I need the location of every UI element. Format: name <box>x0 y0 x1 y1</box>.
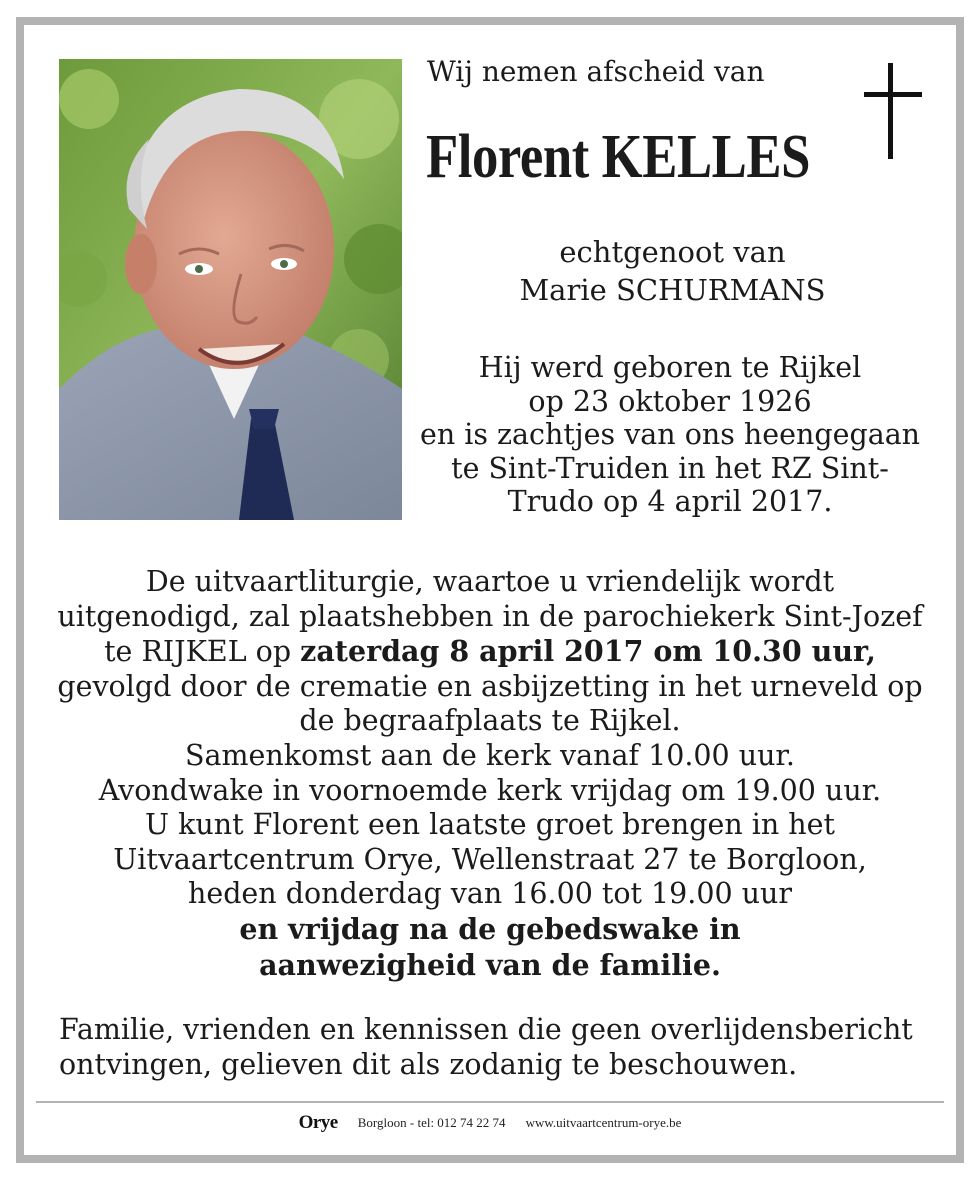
spouse-name: Marie SCHURMANS <box>519 273 826 307</box>
birth-date-line: op 23 oktober 1926 <box>528 384 812 418</box>
ceremony-line: De uitvaartliturgie, waartoe u vriendelijk wordt <box>145 565 835 598</box>
visit-bold-text: en vrijdag na de gebedswake in <box>239 911 741 946</box>
ceremony-text: te RIJKEL op <box>104 635 301 669</box>
visit-line: Uitvaartcentrum Orye, Wellenstraat 27 te Borgloon, <box>113 842 867 876</box>
funeral-home-logo: Orye <box>298 1112 338 1133</box>
ceremony-line: gevolgd door de crematie en asbijzetting in het urneveld op <box>57 669 923 703</box>
ceremony-line <box>40 634 940 670</box>
intro-text: Wij nemen afscheid van <box>427 55 765 88</box>
birth-line: Hij werd geboren te Rijkel <box>478 351 862 384</box>
death-line: en is zachtjes van ons heengegaan <box>419 418 921 451</box>
cross-icon <box>864 63 922 163</box>
footer-divider <box>36 1101 944 1103</box>
ceremony-date: zaterdag 8 april 2017 om 10.30 uur, <box>300 634 876 669</box>
closing-block <box>59 1013 913 1082</box>
visit-bold-text: aanwezigheid van de familie. <box>259 947 721 982</box>
visit-line: U kunt Florent een laatste groet brengen in het <box>145 808 835 842</box>
closing-line: Familie, vrienden en kennissen die geen overlijdensbericht <box>59 1013 913 1046</box>
footer-contact: Borgloon - tel: 012 74 22 74 <box>357 1115 506 1130</box>
spouse-label: echtgenoot van <box>559 235 786 269</box>
closing-line: ontvingen, gelieven dit als zodanig te beschouwen. <box>59 1047 798 1081</box>
birth-death-block <box>410 351 930 519</box>
visit-line-bold <box>40 912 940 948</box>
vigil-line: Avondwake in voornoemde kerk vrijdag om 19.00 uur. <box>98 773 882 807</box>
ceremony-block <box>40 565 940 983</box>
deceased-name: Florent KELLES <box>426 123 811 191</box>
footer-website[interactable]: www.uitvaartcentrum-orye.be <box>525 1115 682 1130</box>
visit-line: heden donderdag van 16.00 tot 19.00 uur <box>187 877 793 911</box>
footer <box>0 1112 980 1134</box>
death-date-line: Trudo op 4 april 2017. <box>507 485 833 518</box>
ceremony-line: uitgenodigd, zal plaatshebben in de parochiekerk Sint-Jozef <box>57 599 923 633</box>
ceremony-line: de begraafplaats te Rijkel. <box>299 704 681 738</box>
visit-line-bold <box>40 948 940 984</box>
portrait-photo <box>59 59 402 520</box>
death-place-line: te Sint-Truiden in het RZ Sint- <box>451 451 889 485</box>
spouse-block <box>440 233 905 309</box>
gathering-line: Samenkomst aan de kerk vanaf 10.00 uur. <box>185 738 795 772</box>
